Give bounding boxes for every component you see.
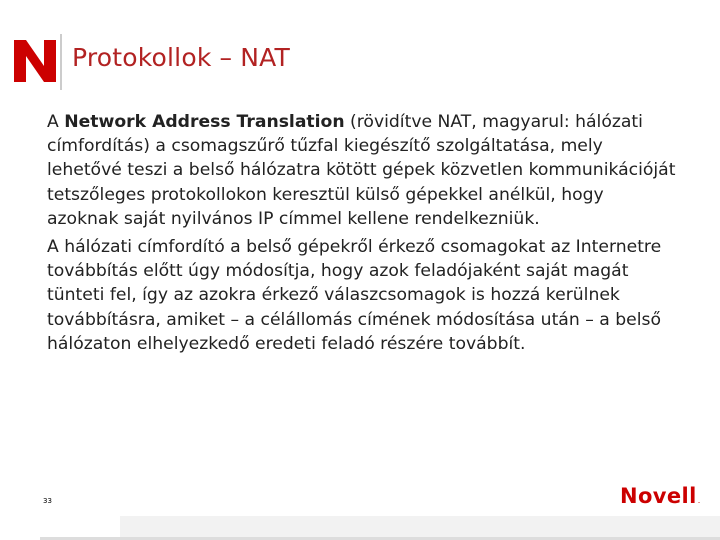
page-number: 33 bbox=[43, 497, 52, 505]
paragraph-prefix: A bbox=[47, 112, 65, 132]
novell-wordmark-logo bbox=[620, 484, 701, 508]
slide-body bbox=[47, 110, 677, 360]
novell-wordmark-dot: . bbox=[697, 496, 701, 505]
page-title-sub: NAT bbox=[240, 43, 290, 72]
title-divider bbox=[60, 34, 62, 90]
term-network-address-translation: Network Address Translation bbox=[64, 112, 345, 132]
paragraph-nat-operation: A hálózati címfordító a belső gépekről érkező csomagokat az Internetre továbbítás előtt úgy módosítja, hogy azok feladójaként saját magát tünteti fel, így az azokra érkező válaszcsomagok is hozzá kerülnek továbbításra, amiket – a célállomás címének módosítása után – a belső hálózaton elhelyezkedő eredeti feladó részére továbbít. bbox=[47, 237, 662, 354]
page-title-separator: – bbox=[219, 43, 233, 72]
page-title-main: Protokollok bbox=[72, 43, 212, 72]
novell-n-logo-icon bbox=[12, 38, 58, 84]
paragraph-nat-definition bbox=[47, 110, 677, 231]
page-title bbox=[72, 43, 290, 72]
paragraph-definition-text: (rövidítve NAT, magyarul: hálózati címfordítás) a csomagszűrő tűzfal kiegészítő szolgáltatása, mely lehetővé teszi a belső hálózatra kötött gépek közvetlen kommunikációját tetszőleges protokollokon keresztül külső gépekkel anélkül, hogy azoknak saját nyilvános IP címmel kellene rendelkezniük. bbox=[47, 112, 676, 229]
novell-wordmark-text: Novell bbox=[620, 484, 697, 508]
